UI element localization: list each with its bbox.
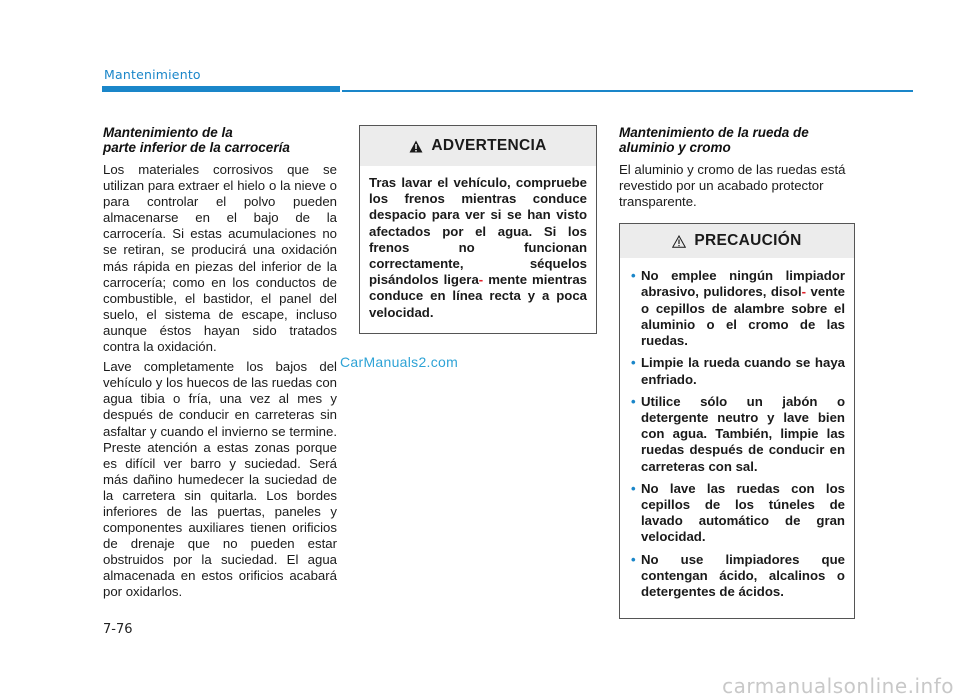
bullet: • [631,480,636,496]
paragraph: Lave completamente los bajos del vehículo y los huecos de las ruedas con agua tibia o fría, una vez al mes y después de conducir en carreteras sin asfaltar y cuando el invierno se termine. Preste atención a estas zonas porque es difícil ver barro y suciedad. Será más dañino humedecer la suciedad de la carretera sin quitarla. Los bordes inferiores de las puertas, paneles y componentes auxiliares tienen orificios de drenaje que no pueden estar obstruidos por la suciedad. El agua almacenada en estos orificios acabará por oxidarlos. [103,359,337,600]
section-title-wheels [619,125,855,155]
hyphen-mark: - [478,272,484,288]
right-column [619,125,855,619]
precaution-item-text: No use limpiadores que contengan ácido, alcalinos o detergentes de ácidos. [641,551,845,599]
paragraph: El aluminio y cromo de las ruedas está revestido por un acabado protector transparente. [619,162,846,210]
section-title-line: Mantenimiento de la [103,125,233,140]
bullet: • [631,355,636,371]
bullet: • [631,393,636,409]
warning-text-part: mente mientras conduce en línea recta y a poca velocidad. [369,272,587,320]
section-title-line: aluminio y cromo [619,140,731,155]
section-title-line: parte inferior de la carrocería [103,140,290,155]
middle-column [359,125,597,334]
precaution-item [631,355,845,387]
paragraph: Los materiales corrosivos que se utilizan para extraer el hielo o la nieve o para controlar el polvo pueden almacenarse en el bajo de la carrocería. Si estas acumulaciones no se retiran, se producirá una oxidación más rápida en piezas del inferior de la carrocería; como en los conductos de combustible, el bastidor, el panel del suelo, el sistema de escape, incluso aunque éstos hayan sido tratados contra la oxidación. [103,162,337,355]
hyphen-mark: - [801,284,807,300]
section-title-line: Mantenimiento de la rueda de [619,125,809,140]
warning-box-body [360,166,596,333]
precaution-heading: PRECAUCIÓN [694,232,802,250]
page-number: 7-76 [103,622,133,637]
precaution-box [619,223,855,619]
caution-triangle-icon [672,235,686,248]
precaution-item [631,394,845,475]
precaution-item [631,268,845,349]
section-title-underbody [103,125,337,155]
header-rule-thick [102,86,340,92]
precaution-item-text: Limpie la rueda cuando se haya enfriado. [641,355,845,387]
precaution-item-text: Utilice sólo un jabón o detergente neutro y lave bien con agua. También, limpie las ruedas después de conducir en carreteras con sal. [641,393,845,474]
precaution-box-body [620,258,854,618]
section-label: Mantenimiento [104,67,201,82]
warning-text-part: Tras lavar el vehículo, compruebe los frenos mientras conduce despacio para ver si se han visto afectados por el agua. Si los frenos no funcionan correctamente, séquelos pisándolos ligera [369,175,587,288]
warning-triangle-icon [409,140,423,153]
bullet: • [631,551,636,567]
precaution-box-header [620,224,854,258]
watermark-link[interactable]: CarManuals2.com [340,354,459,370]
footer-watermark: carmanualsonline.info [722,674,954,698]
left-column [103,125,337,605]
warning-box [359,125,597,334]
precaution-item-text: No emplee ningún limpiador abrasivo, pulidores, disol- vente o cepillos de alambre sobre el aluminio o el cromo de las ruedas. [641,268,845,349]
warning-heading: ADVERTENCIA [431,137,547,154]
warning-box-header [360,126,596,166]
warning-text [369,175,587,321]
precaution-item-text: No lave las ruedas con los cepillos de los túneles de lavado automático de gran velocidad. [641,480,845,545]
bullet: • [631,268,636,284]
header-rule-thin [342,90,913,92]
precaution-item [631,552,845,601]
precaution-item [631,481,845,546]
